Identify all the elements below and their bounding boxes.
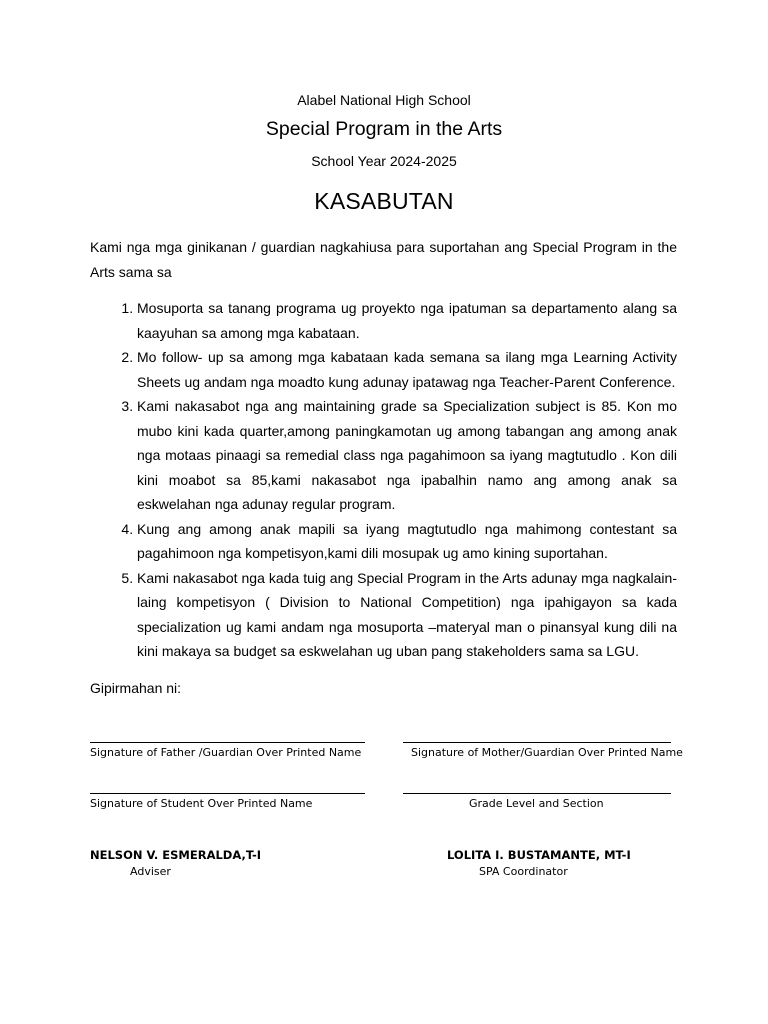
student-signature-line <box>90 793 365 794</box>
coordinator-name: LOLITA I. BUSTAMANTE, MT-I <box>447 848 631 862</box>
list-item: 2. Mo follow- up sa among mga kabataan kada semana sa ilang mga Learning Activity Sheets ug andam nga moadto kung adunay ipatawag nga Teacher-Parent Conference. <box>137 345 677 394</box>
program-name: Special Program in the Arts <box>265 118 503 140</box>
student-signature-label: Signature of Student Over Printed Name <box>90 797 313 810</box>
mother-signature-line <box>403 742 671 743</box>
grade-section-line <box>403 793 671 794</box>
school-name: Alabel National High School <box>297 92 471 108</box>
list-item: 3. Kami nakasabot nga ang maintaining grade sa Specialization subject is 85. Kon mo mubo kini kada quarter,among paningkamotan ug among tabangan ang among anak nga motaas pinaagi sa remedial class nga pagahimoon sa iyang magtutudlo . Kon dili kini moabot sa 85,kami nakasabot nga ipabalhin namo ang among anak sa eskwelahan nga adunay regular program. <box>137 394 677 517</box>
adviser-name: NELSON V. ESMERALDA,T-I <box>90 848 262 862</box>
father-signature-line <box>90 742 365 743</box>
list-item: 5. Kami nakasabot nga kada tuig ang Special Program in the Arts adunay mga nagkalain-laing kompetisyon ( Division to National Competition) nga ipahigayon sa kada specialization ug kami andam nga mosuporta –materyal man o pinansyal kung dili na kini makaya sa budget sa eskwelahan ug uban pang stakeholders sama sa LGU. <box>137 566 677 664</box>
document-title: KASABUTAN <box>314 188 454 214</box>
agreement-list <box>90 296 677 664</box>
signed-by-label: Gipirmahan ni: <box>90 680 182 696</box>
coordinator-role: SPA Coordinator <box>479 865 568 878</box>
adviser-role: Adviser <box>130 865 171 878</box>
list-item: 1. Mosuporta sa tanang programa ug proyekto nga ipatuman sa departamento alang sa kaayuhan sa among mga kabataan. <box>137 296 677 345</box>
father-signature-label: Signature of Father /Guardian Over Printed Name <box>90 746 362 759</box>
intro-paragraph: Kami nga mga ginikanan / guardian nagkahiusa para suportahan ang Special Program in the Arts sama sa <box>90 239 677 280</box>
school-year: School Year 2024-2025 <box>311 153 457 169</box>
list-item: 4. Kung ang among anak mapili sa iyang magtutudlo nga mahimong contestant sa pagahimoon nga kompetisyon,kami dili mosupak ug amo kining suportahan. <box>137 517 677 566</box>
mother-signature-label: Signature of Mother/Guardian Over Printed Name <box>411 746 683 759</box>
grade-section-label: Grade Level and Section <box>469 797 604 810</box>
